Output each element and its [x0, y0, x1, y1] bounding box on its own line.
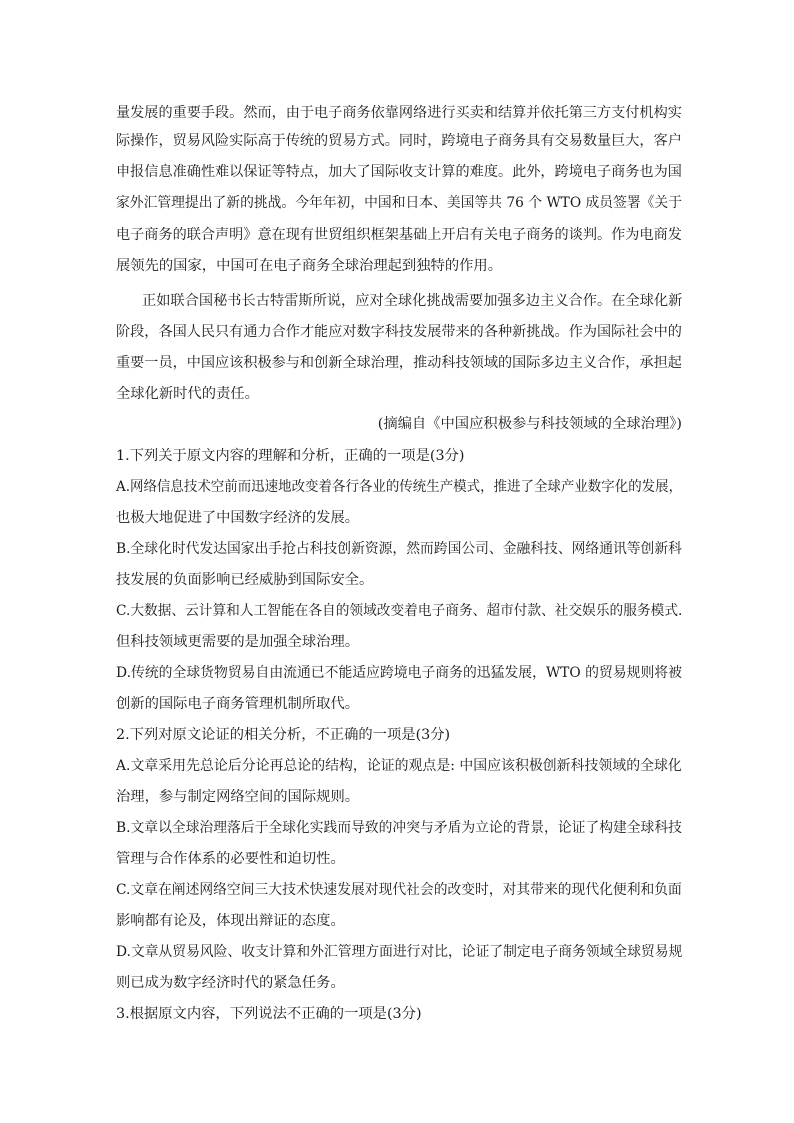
option-line: 治理，参与制定网络空间的国际规则。: [116, 789, 360, 805]
option-line: D.文章从贸易风险、收支计算和外汇管理方面进行对比，论证了制定电子商务领域全球贸易规: [116, 944, 683, 960]
passage-line: 际操作，贸易风险实际高于传统的贸易方式。同时，跨境电子商务具有交易数量巨大，客户: [116, 133, 682, 149]
option-line: 管理与合作体系的必要性和迫切性。: [116, 851, 345, 867]
option-line: 创新的国际电子商务管理机制所取代。: [116, 696, 360, 712]
option-line: A.文章采用先总论后分论再总论的结构，论证的观点是: 中国应该积极创新科技领域的全球化: [116, 758, 682, 774]
passage-line: 全球化新时代的责任。: [116, 386, 259, 402]
option-line: 技发展的负面影响已经威胁到国际安全。: [116, 572, 374, 588]
passage-line: 重要一员，中国应该积极参与和创新全球治理，推动科技领域的国际多边主义合作，承担起: [116, 355, 682, 371]
question-stem: 1.下列关于原文内容的理解和分析，正确的一项是(3分): [116, 448, 465, 464]
option-line: D.传统的全球货物贸易自由流通已不能适应跨境电子商务的迅猛发展，WTO 的贸易规则将被: [116, 665, 682, 681]
passage-line: 正如联合国秘书长古特雷斯所说，应对全球化挑战需要加强多边主义合作。在全球化新: [142, 293, 683, 309]
passage-line: 电子商务的联合声明》意在现有世贸组织框架基础上开启有关电子商务的谈判。作为电商发: [116, 227, 682, 243]
option-line: B.全球化时代发达国家出手抢占科技创新资源，然而跨国公司、金融科技、网络通讯等创新科: [116, 541, 682, 557]
passage-line: 量发展的重要手段。然而，由于电子商务依靠网络进行买卖和结算并依托第三方支付机构实: [116, 105, 682, 121]
option-line: 影响都有论及，体现出辩证的态度。: [116, 913, 345, 929]
option-line: C.大数据、云计算和人工智能在各自的领域改变着电子商务、超市付款、社交娱乐的服务模式.: [116, 603, 683, 619]
option-line: 但科技领域更需要的是加强全球治理。: [116, 634, 360, 650]
question-stem: 2.下列对原文论证的相关分析，不正确的一项是(3分): [116, 727, 451, 743]
option-line: 则已成为数字经济时代的紧急任务。: [116, 975, 345, 991]
option-line: B.文章以全球治理落后于全球化实践而导致的冲突与矛盾为立论的背景，论证了构建全球科技: [116, 820, 682, 836]
option-line: C.文章在阐述网络空间三大技术快速发展对现代社会的改变时，对其带来的现代化便利和负面: [116, 882, 682, 898]
passage-line: 申报信息准确性难以保证等特点，加大了国际收支计算的难度。此外，跨境电子商务也为国: [116, 164, 682, 180]
option-line: 也极大地促进了中国数字经济的发展。: [116, 510, 360, 526]
passage-line: 展领先的国家，中国可在电子商务全球治理起到独特的作用。: [116, 258, 503, 274]
option-line: A.网络信息技术空前而迅速地改变着各行各业的传统生产模式，推进了全球产业数字化的发展，: [116, 479, 683, 495]
passage-line: 家外汇管理提出了新的挑战。今年年初，中国和日本、美国等共 76 个 WTO 成员签署《关于: [116, 195, 683, 211]
source-citation: (摘编自《中国应积极参与科技领域的全球治理》): [377, 416, 682, 432]
question-stem: 3.根据原文内容，下列说法不正确的一项是(3分): [116, 1006, 422, 1022]
passage-line: 阶段，各国人民只有通力合作才能应对数字科技发展带来的各种新挑战。作为国际社会中的: [116, 324, 682, 340]
